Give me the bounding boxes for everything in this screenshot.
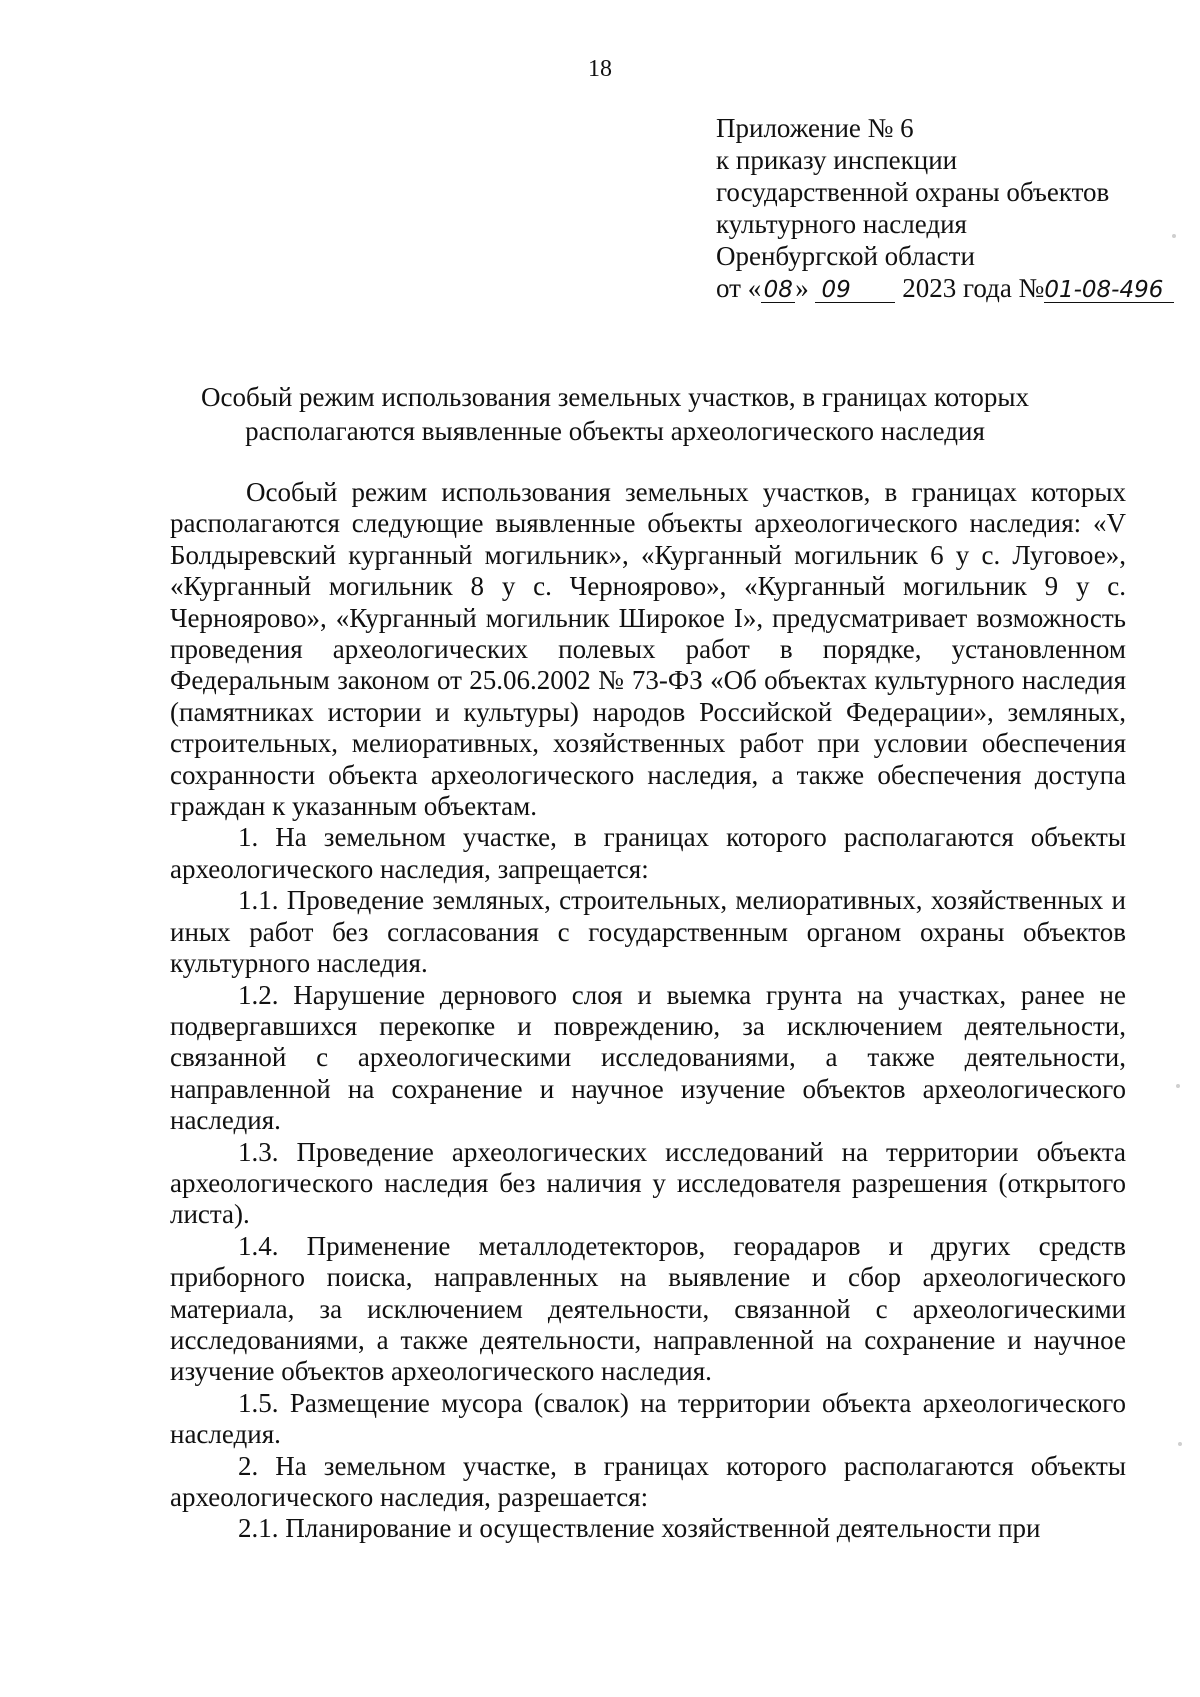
document-body [170,477,1126,1545]
scan-speck [1178,1442,1182,1446]
paragraph-item-1-2: 1.2. Нарушение дернового слоя и выемка грунта на участках, ранее не подвергавшихся перекопке и повреждению, за исключением деятельности, связанной с археологическими исследованиями, а также деятельности, направленной на сохранение и научное изучение объектов археологического наследия. [170,979,1126,1136]
page-number: 18 [588,56,612,82]
date-year: 2023 года № [902,273,1045,303]
appendix-date-line [716,272,1186,304]
paragraph-item-1-5: 1.5. Размещение мусора (свалок) на территории объекта археологического наследия. [170,1387,1126,1450]
paragraph-item-2: 2. На земельном участке, в границах которого располагаются объекты археологического наследия, разрешается: [170,1450,1126,1512]
scan-speck [1176,1084,1180,1088]
paragraph-item-1-4: 1.4. Применение металлодетекторов, георадаров и других средств приборного поиска, направленных на выявление и сбор археологического материала, за исключением деятельности, связанной с археологическими исследованиями, а также деятельности, направленной на сохранение и научное изучение объектов археологического наследия. [170,1230,1126,1387]
handwritten-day: 08 [761,278,795,303]
appendix-line: Приложение № 6 [716,113,914,143]
date-prefix: от « [716,273,762,303]
handwritten-month: 09 [815,278,895,303]
paragraph-item-1: 1. На земельном участке, в границах которого располагаются объекты археологического наследия, запрещается: [170,822,1126,884]
title-line: располагаются выявленные объекты археологического наследия [245,416,985,446]
appendix-line: к приказу инспекции [716,145,958,175]
title-line: Особый режим использования земельных участков, в границах которых [200,382,1030,412]
appendix-header [716,112,1186,304]
appendix-line: культурного наследия [716,209,967,239]
appendix-line: государственной охраны объектов [716,177,1110,207]
date-mid: » [795,273,809,303]
paragraph-item-2-1: 2.1. Планирование и осуществление хозяйственной деятельности при [238,1513,1041,1544]
paragraph-item-1-1: 1.1. Проведение земляных, строительных, мелиоративных, хозяйственных и иных работ без согласования с государственным органом охраны объектов культурного наследия. [170,885,1126,979]
paragraph-item-1-3: 1.3. Проведение археологических исследований на территории объекта археологического наследия без наличия у исследователя разрешения (открытого листа). [170,1136,1126,1230]
scan-speck [1172,234,1176,238]
handwritten-order-number: 01-08-496 [1044,278,1174,303]
document-title [180,380,1050,448]
appendix-line: Оренбургской области [716,241,975,271]
intro-paragraph: Особый режим использования земельных участков, в границах которых располагаются следующие выявленные объекты археологического наследия: «V Болдыревский курганный могильник», «Курганный могильник 6 у с. Луговое», «Курганный могильник 8 у с. Чернoярово», «Курганный могильник 9 у с. Чернoярово», «Курганный могильник Широкое I», предусматривает возможность проведения археологических полевых работ в порядке, установленном Федеральным законом от 25.06.2002 № 73-ФЗ «Об объектах культурного наследия (памятниках истории и культуры) народов Российской Федерации», земляных, строительных, мелиоративных, хозяйственных работ при условии обеспечения сохранности объекта археологического наследия, а также обеспечения доступа граждан к указанным объектам. [170,477,1126,822]
